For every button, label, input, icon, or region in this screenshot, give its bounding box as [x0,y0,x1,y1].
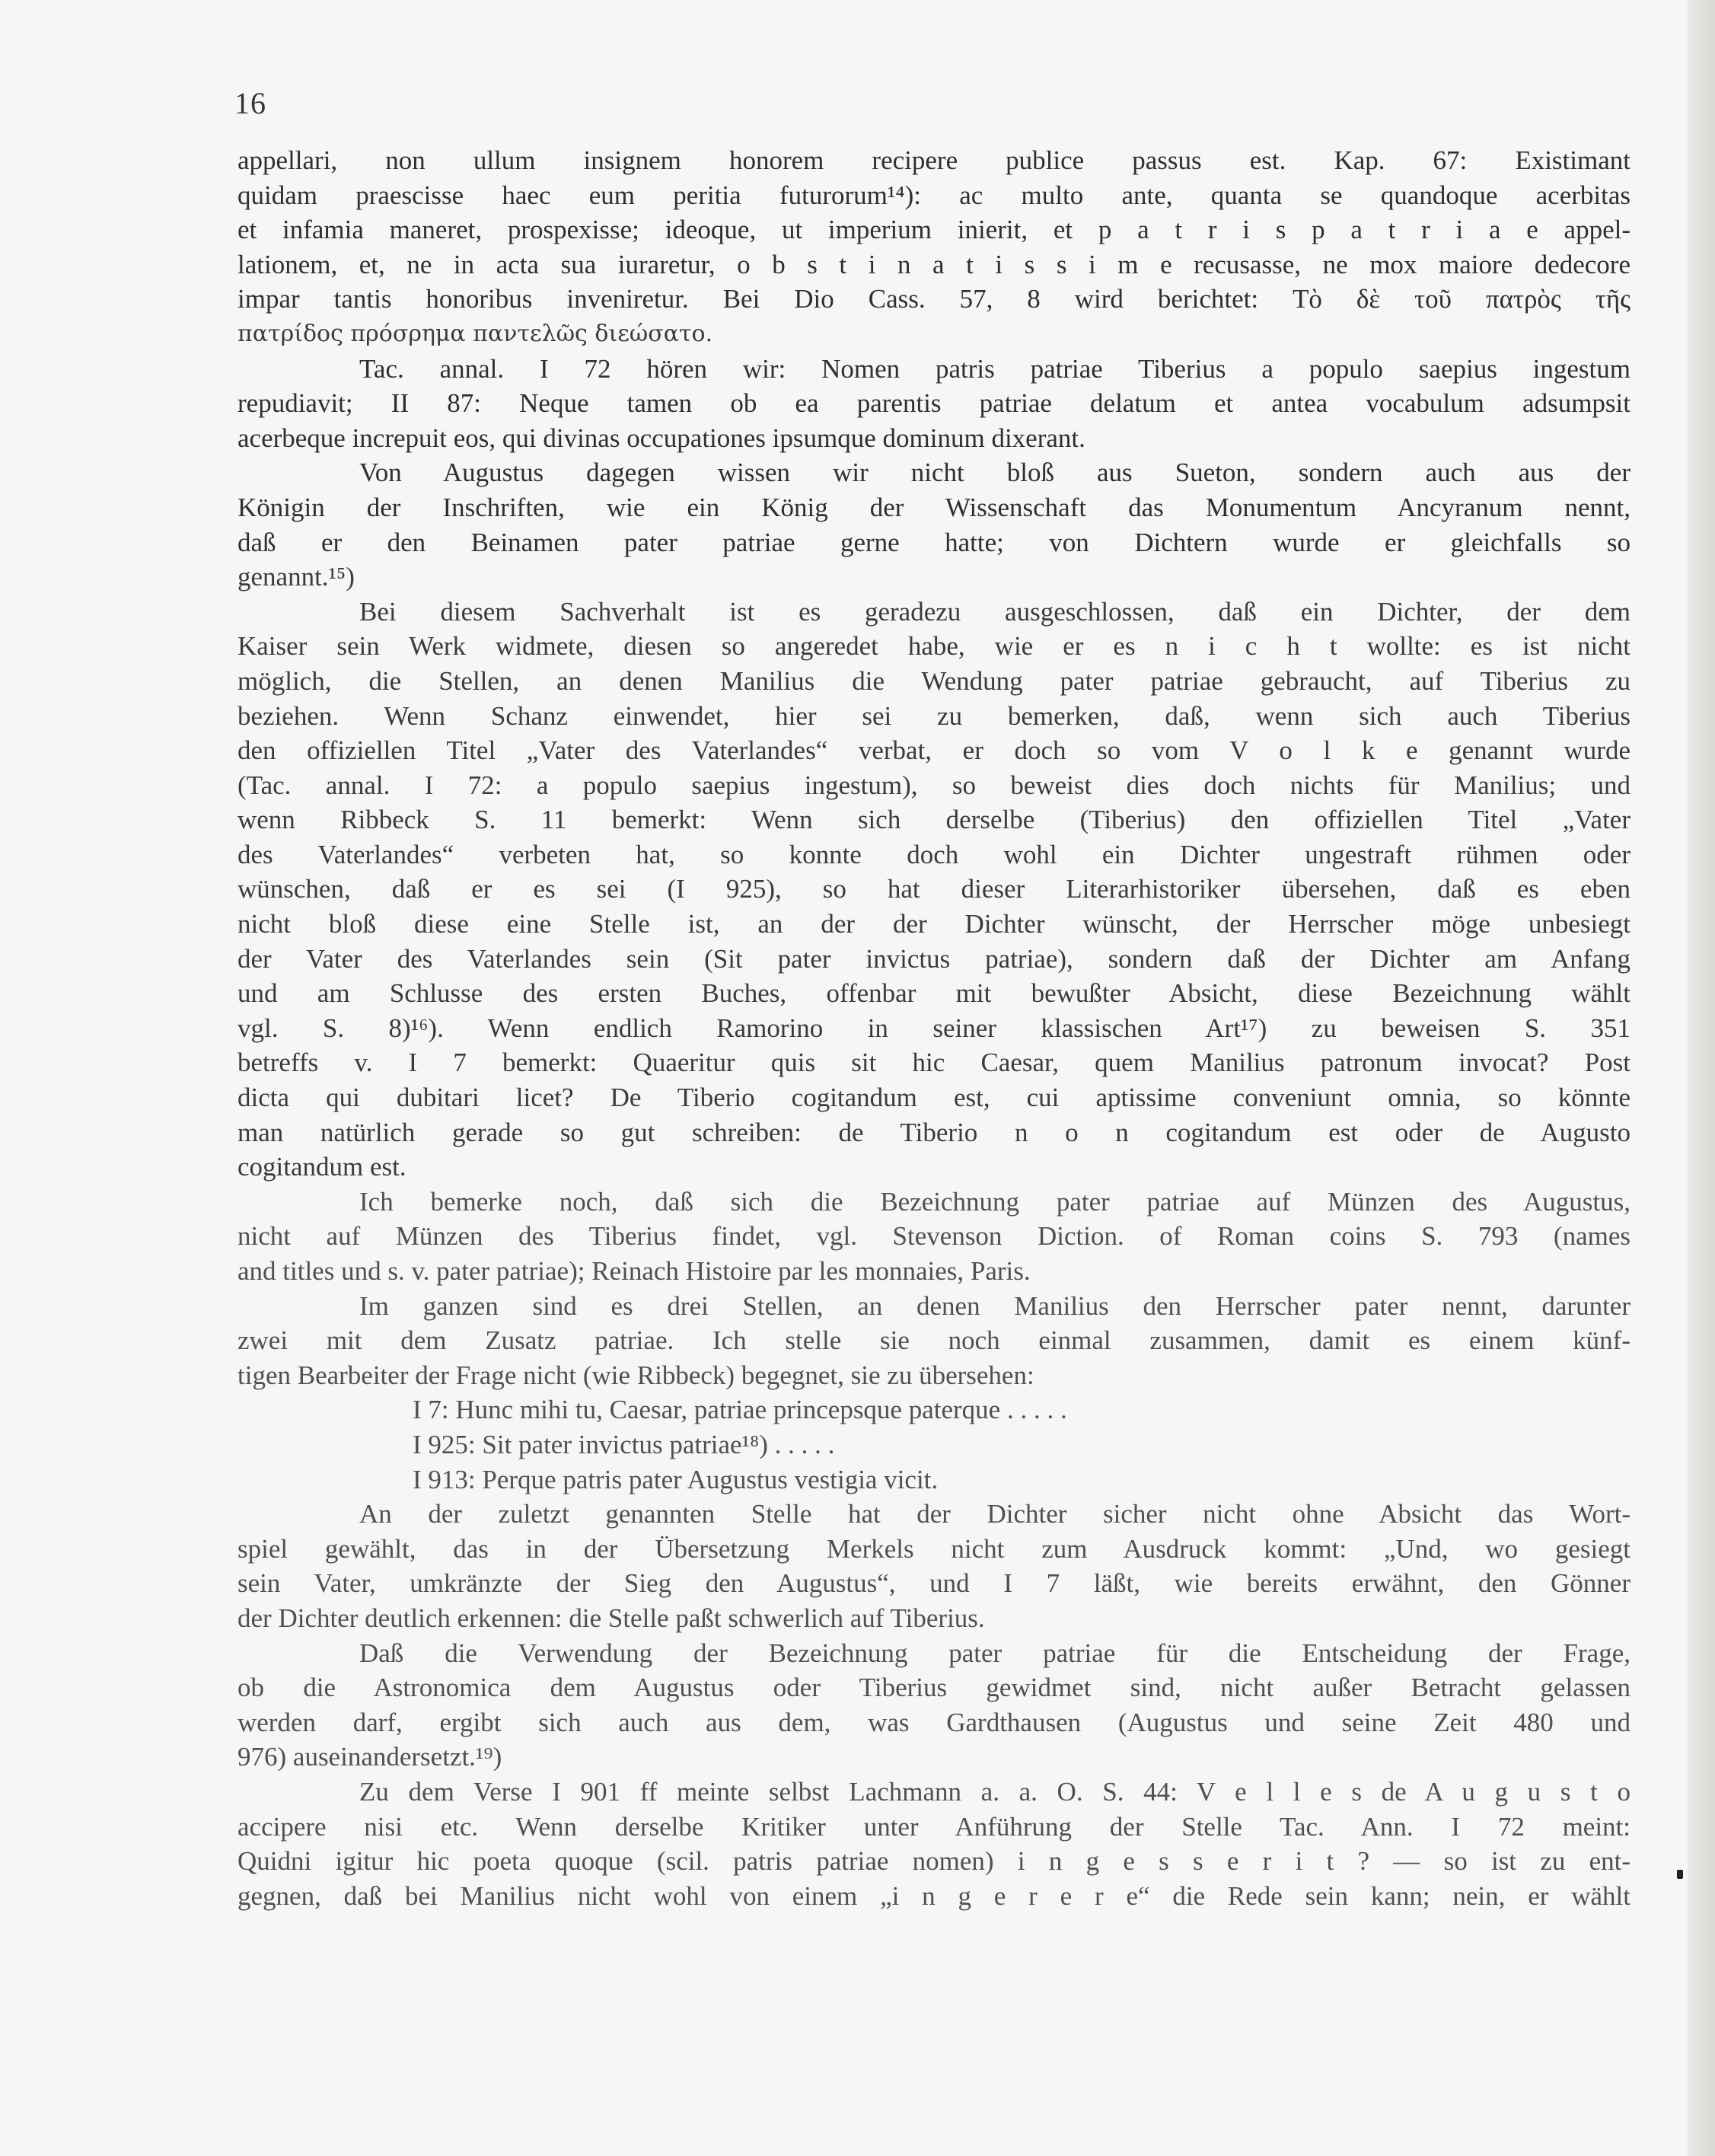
text-line: wünschen, daß er es sei (I 925), so hat dieser Literarhistoriker übersehen, daß es eben [237,874,1631,904]
text-line: repudiavit; II 87: Neque tamen ob ea parentis patriae delatum et antea vocabulum adsumpsit [237,388,1631,419]
text-line: genannt.¹⁵) [237,562,355,592]
text-line: appellari, non ullum insignem honorem recipere publice passus est. Kap. 67: Existimant [237,145,1631,175]
paragraph-start: An der zuletzt genannten Stelle hat der Dichter sicher nicht ohne Absicht das Wort- [359,1499,1631,1529]
page-edge-shadow [1688,0,1715,2156]
page-number: 16 [234,86,266,120]
text-line: der Vater des Vaterlandes sein (Sit pater invictus patriae), sondern daß der Dichter am Anfang [237,943,1631,974]
text-line: nicht bloß diese eine Stelle ist, an der der Dichter wünscht, der Herrscher möge unbesiegt [237,909,1631,939]
text-line: ob die Astronomica dem Augustus oder Tiberius gewidmet sind, nicht außer Betracht gelassen [237,1673,1631,1703]
text-line: des Vaterlandes“ verbeten hat, so konnte doch wohl ein Dichter ungestraft rühmen oder [237,839,1631,869]
text-line: Kaiser sein Werk widmete, diesen so angeredet habe, wie er es n i c h t wollte: es ist nicht [237,631,1631,662]
text-line: et infamia maneret, prospexisse; ideoque, ut imperium inierit, et p a t r i s p a t r i a e appel- [237,215,1631,245]
text-line: zwei mit dem Zusatz patriae. Ich stelle sie noch einmal zusammen, damit es einem künf- [237,1325,1631,1356]
text-line: und am Schlusse des ersten Buches, offenbar mit bewußter Absicht, diese Bezeichnung wählt [237,978,1631,1009]
text-line: Quidni igitur hic poeta quoque (scil. patris patriae nomen) i n g e s s e r i t ? — so ist zu ent- [237,1846,1631,1877]
text-line: gegnen, daß bei Manilius nicht wohl von einem „i n g e r e r e“ die Rede sein kann; nein, er wählt [237,1880,1631,1911]
verse-quote: I 7: Hunc mihi tu, Caesar, patriae princepsque paterque . . . . . [413,1395,1067,1425]
text-line: tigen Bearbeiter der Frage nicht (wie Ribbeck) begegnet, sie zu übersehen: [237,1360,1034,1390]
paragraph-start: Daß die Verwendung der Bezeichnung pater patriae für die Entscheidung der Frage, [359,1638,1631,1668]
body-text [237,143,1631,1913]
text-line: nicht auf Münzen des Tiberius findet, vgl. Stevenson Diction. of Roman coins S. 793 (names [237,1221,1631,1252]
text-line: den offiziellen Titel „Vater des Vaterlandes“ verbat, er doch so vom V o l k e genannt wurde [237,735,1631,766]
text-line: wenn Ribbeck S. 11 bemerkt: Wenn sich derselbe (Tiberius) den offiziellen Titel „Vater [237,805,1631,835]
paragraph-start: Bei diesem Sachverhalt ist es geradezu ausgeschlossen, daß ein Dichter, der dem [359,596,1631,627]
paragraph-start: Von Augustus dagegen wissen wir nicht bloß aus Sueton, sondern auch aus der [359,458,1631,488]
verse-quote: I 913: Perque patris pater Augustus vestigia vicit. [413,1464,939,1494]
text-line: beziehen. Wenn Schanz einwendet, hier sei zu bemerken, daß, wenn sich auch Tiberius [237,700,1631,731]
margin-mark [1677,1870,1683,1879]
verse-quote: I 925: Sit pater invictus patriae¹⁸) . . . . . [413,1429,835,1459]
text-line: betreffs v. I 7 bemerkt: Quaeritur quis sit hic Caesar, quem Manilius patronum invocat? Post [237,1048,1631,1078]
text-line: quidam praescisse haec eum peritia futurorum¹⁴): ac multo ante, quanta se quandoque acerbitas [237,180,1631,210]
text-line: der Dichter deutlich erkennen: die Stelle paßt schwerlich auf Tiberius. [237,1603,985,1633]
text-line: 976) auseinandersetzt.¹⁹) [237,1742,502,1772]
paragraph-start: Tac. annal. I 72 hören wir: Nomen patris patriae Tiberius a populo saepius ingestum [359,353,1631,384]
text-line: and titles und s. v. pater patriae); Reinach Histoire par les monnaies, Paris. [237,1256,1031,1286]
text-line: accipere nisi etc. Wenn derselbe Kritiker unter Anführung der Stelle Tac. Ann. I 72 meint: [237,1811,1631,1842]
text-line: dicta qui dubitari licet? De Tiberio cogitandum est, cui aptissime conveniunt omnia, so könnte [237,1083,1631,1113]
text-line: lationem, et, ne in acta sua iuraretur, o b s t i n a t i s s i m e recusasse, ne mox maiore dedecore [237,249,1631,279]
text-line: man natürlich gerade so gut schreiben: de Tiberio n o n cogitandum est oder de Augusto [237,1117,1631,1147]
text-line: acerbeque increpuit eos, qui divinas occupationes ipsumque dominum dixerant. [237,423,1085,453]
text-line: vgl. S. 8)¹⁶). Wenn endlich Ramorino in seiner klassischen Art¹⁷) zu beweisen S. 351 [237,1013,1631,1043]
text-line: möglich, die Stellen, an denen Manilius die Wendung pater patriae gebraucht, auf Tiberius zu [237,665,1631,696]
text-line: werden darf, ergibt sich auch aus dem, was Gardthausen (Augustus und seine Zeit 480 und [237,1707,1631,1737]
paragraph-start: Im ganzen sind es drei Stellen, an denen Manilius den Herrscher pater nennt, darunter [359,1290,1631,1321]
paragraph-start: Zu dem Verse I 901 ff meinte selbst Lachmann a. a. O. S. 44: V e l l e s de A u g u s t o [359,1776,1631,1807]
text-line: spiel gewählt, das in der Übersetzung Merkels nicht zum Ausdruck kommt: „Und, wo gesiegt [237,1533,1631,1564]
text-line: daß er den Beinamen pater patriae gerne hatte; von Dichtern wurde er gleichfalls so [237,527,1631,557]
text-line: cogitandum est. [237,1152,406,1182]
text-line: sein Vater, umkränzte der Sieg den Augustus“, und I 7 läßt, wie bereits erwähnt, den Gönner [237,1568,1631,1599]
text-line: (Tac. annal. I 72: a populo saepius ingestum), so beweist dies doch nichts für Manilius; und [237,770,1631,800]
paragraph-start: Ich bemerke noch, daß sich die Bezeichnung pater patriae auf Münzen des Augustus, [359,1186,1631,1217]
text-line: impar tantis honoribus inveniretur. Bei Dio Cass. 57, 8 wird berichtet: Τὸ δὲ τοῦ πατρὸς τῆς [237,284,1631,314]
greek-line: πατρίδος πρόσρημα παντελῶς διεώσατο. [237,320,713,347]
text-line: Königin der Inschriften, wie ein König der Wissenschaft das Monumentum Ancyranum nennt, [237,492,1631,522]
